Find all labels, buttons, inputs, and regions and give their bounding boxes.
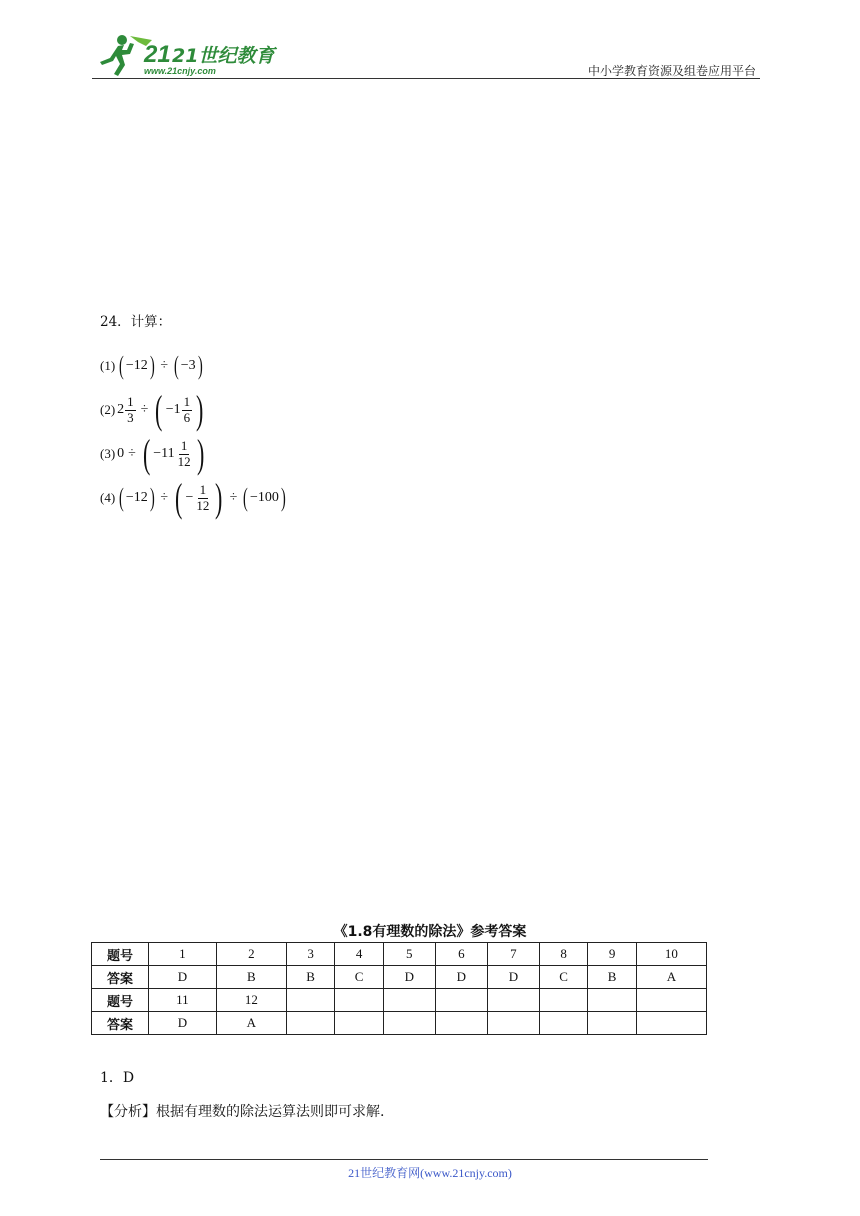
row-header: 题号 <box>92 943 149 966</box>
row-header: 答案 <box>92 1012 149 1035</box>
platform-name: 中小学教育资源及组卷应用平台 <box>587 64 756 78</box>
sub-label: (1) <box>100 358 116 373</box>
table-cell: C <box>539 966 587 989</box>
row-header: 题号 <box>92 989 149 1012</box>
math-expression: ( −12 ) ÷ ( − $\frac{1}{12}$ ) ÷ ( −100 ) <box>119 475 286 520</box>
table-cell: A <box>216 1012 286 1035</box>
footer-divider <box>100 1159 708 1160</box>
table-cell: B <box>216 966 286 989</box>
answer-1: 1．D <box>100 1070 135 1086</box>
table-cell: 4 <box>335 943 383 966</box>
svg-text:21: 21 <box>144 41 171 68</box>
answer-key-title: 《1.8有理数的除法》参考答案 <box>333 924 527 940</box>
site-logo <box>92 32 282 78</box>
question-title: 24．计算： <box>100 314 172 330</box>
svg-text:21世纪教育: 21世纪教育 <box>172 45 275 67</box>
table-row <box>92 989 707 1012</box>
table-cell <box>383 989 435 1012</box>
table-cell: 7 <box>487 943 539 966</box>
sub-label: (2) <box>100 402 116 417</box>
table-cell <box>636 989 706 1012</box>
runner-logo-icon <box>92 32 282 78</box>
table-cell: D <box>435 966 487 989</box>
table-cell: 2 <box>216 943 286 966</box>
table-cell: D <box>487 966 539 989</box>
table-cell: B <box>286 966 334 989</box>
table-cell <box>588 989 636 1012</box>
table-cell <box>286 989 334 1012</box>
table-cell: D <box>149 966 217 989</box>
table-row <box>92 1012 707 1035</box>
table-row <box>92 943 707 966</box>
table-cell: 11 <box>149 989 217 1012</box>
sub-question-2 <box>100 388 288 432</box>
table-cell <box>435 989 487 1012</box>
table-cell: 12 <box>216 989 286 1012</box>
footer-link[interactable]: 21世纪教育网(www.21cnjy.com) <box>348 1166 512 1180</box>
table-cell: C <box>335 966 383 989</box>
math-expression: ( −12 ) ÷ ( −3 ) <box>119 351 203 380</box>
math-expression: 2 $\frac{1}{3}$ ÷ ( −1 $\frac{1}{6}$ ) <box>117 387 204 432</box>
table-cell <box>335 1012 383 1035</box>
table-cell: 6 <box>435 943 487 966</box>
table-cell: 1 <box>149 943 217 966</box>
sub-question-4 <box>100 476 288 520</box>
table-cell <box>383 1012 435 1035</box>
sub-label: (3) <box>100 446 116 461</box>
table-cell: B <box>588 966 636 989</box>
answer-table <box>91 942 707 1035</box>
sub-question-3 <box>100 432 288 476</box>
header-divider <box>92 78 760 79</box>
table-cell: A <box>636 966 706 989</box>
table-cell: 3 <box>286 943 334 966</box>
table-cell <box>539 1012 587 1035</box>
table-cell <box>636 1012 706 1035</box>
table-cell: 10 <box>636 943 706 966</box>
table-cell <box>539 989 587 1012</box>
row-header: 答案 <box>92 966 149 989</box>
svg-text:www.21cnjy.com: www.21cnjy.com <box>144 66 216 76</box>
table-cell <box>335 989 383 1012</box>
table-cell: 8 <box>539 943 587 966</box>
sub-label: (4) <box>100 490 116 505</box>
table-cell <box>286 1012 334 1035</box>
table-cell: D <box>383 966 435 989</box>
table-cell <box>435 1012 487 1035</box>
page-header <box>92 32 756 80</box>
table-cell: 5 <box>383 943 435 966</box>
table-cell <box>487 1012 539 1035</box>
table-cell <box>487 989 539 1012</box>
table-row <box>92 966 707 989</box>
sub-question-1 <box>100 344 288 388</box>
table-cell: 9 <box>588 943 636 966</box>
table-cell <box>588 1012 636 1035</box>
table-cell: D <box>149 1012 217 1035</box>
analysis-text: 【分析】根据有理数的除法运算法则即可求解. <box>100 1104 385 1120</box>
math-expression: 0 ÷ ( −11 $\frac{1}{12}$ ) <box>117 431 204 476</box>
question-24 <box>100 310 288 520</box>
